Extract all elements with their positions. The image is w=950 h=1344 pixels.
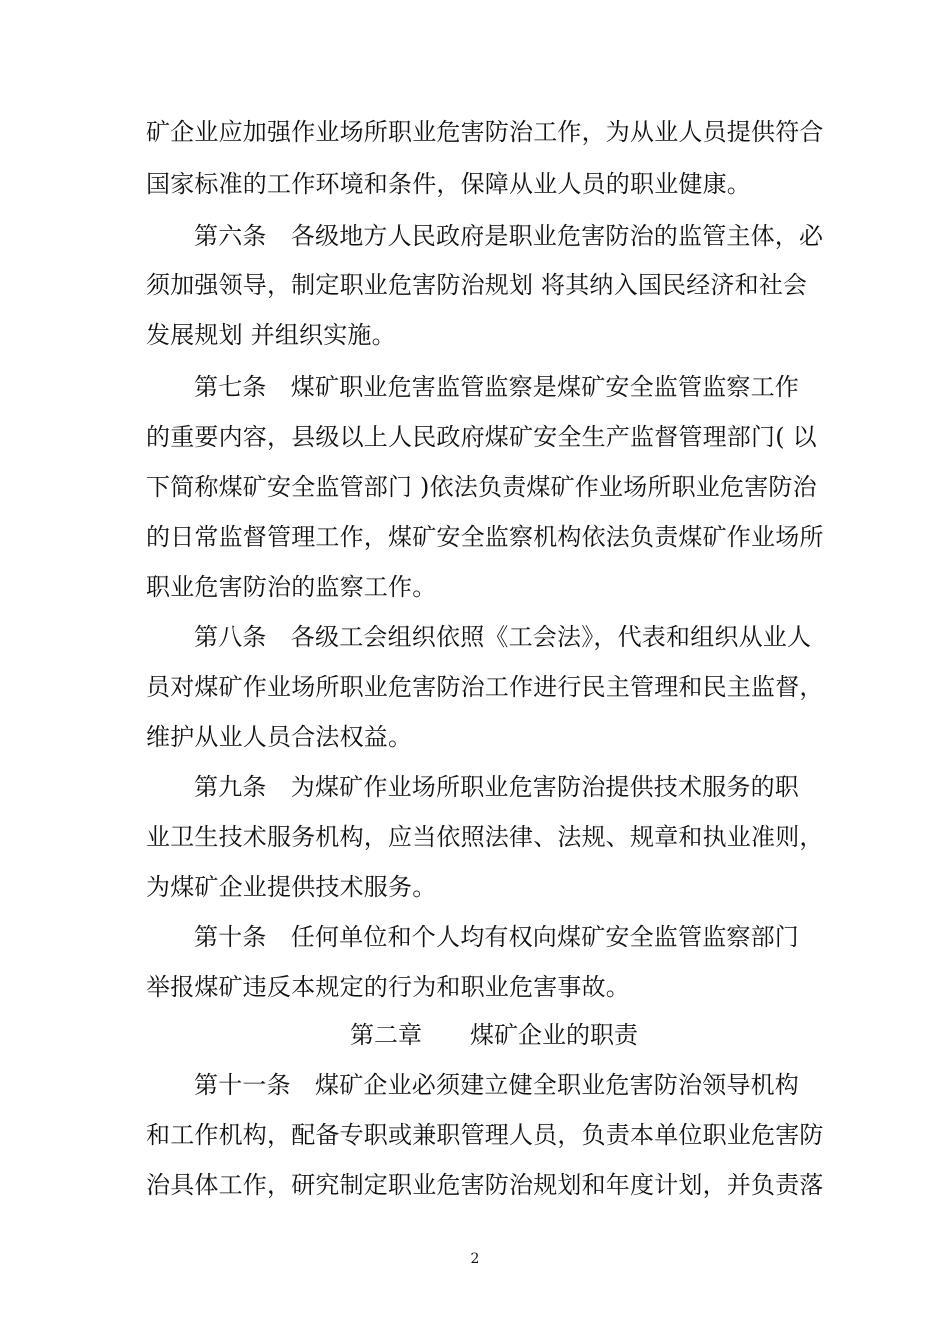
- text-line: 为煤矿企业提供技术服务。: [146, 873, 437, 901]
- text-line: 下简称煤矿安全监管部门 )依法负责煤矿作业场所职业危害防治: [146, 473, 817, 501]
- text-line: 的日常监督管理工作，煤矿安全监察机构依法负责煤矿作业场所: [146, 523, 824, 551]
- text-line: 第八条 各级工会组织依照《工会法》，代表和组织从业人: [194, 623, 812, 651]
- text-line: 举报煤矿违反本规定的行为和职业危害事故。: [146, 973, 630, 1001]
- text-line: 第九条 为煤矿作业场所职业危害防治提供技术服务的职: [194, 773, 799, 801]
- text-line: 第七条 煤矿职业危害监管监察是煤矿安全监管监察工作: [194, 373, 799, 401]
- chapter-heading: 第二章 煤矿企业的职责: [350, 1021, 638, 1049]
- text-line: 第十一条 煤矿企业必须建立健全职业危害防治领导机构: [194, 1071, 799, 1099]
- text-line: 国家标准的工作环境和条件，保障从业人员的职业健康。: [146, 170, 751, 198]
- text-line: 职业危害防治的监察工作。: [146, 573, 437, 601]
- text-line: 维护从业人员合法权益。: [146, 723, 413, 751]
- text-line: 治具体工作，研究制定职业危害防治规划和年度计划，并负责落: [146, 1171, 824, 1199]
- text-line: 第十条 任何单位和个人均有权向煤矿安全监管监察部门: [194, 923, 799, 951]
- text-line: 矿企业应加强作业场所职业危害防治工作，为从业人员提供符合: [146, 118, 824, 146]
- text-line: 和工作机构，配备专职或兼职管理人员，负责本单位职业危害防: [146, 1121, 824, 1149]
- text-line: 员对煤矿作业场所职业危害防治工作进行民主管理和民主监督，: [146, 673, 824, 701]
- page-number: 2: [470, 1251, 480, 1267]
- text-line: 业卫生技术服务机构，应当依照法律、法规、规章和执业准则，: [146, 823, 824, 851]
- text-line: 的重要内容，县级以上人民政府煤矿安全生产监督管理部门( 以: [146, 423, 817, 451]
- text-line: 第六条 各级地方人民政府是职业危害防治的监管主体，必: [194, 222, 824, 250]
- text-line: 须加强领导，制定职业危害防治规划 将其纳入国民经济和社会: [146, 271, 808, 299]
- text-line: 发展规划 并组织实施。: [146, 321, 396, 349]
